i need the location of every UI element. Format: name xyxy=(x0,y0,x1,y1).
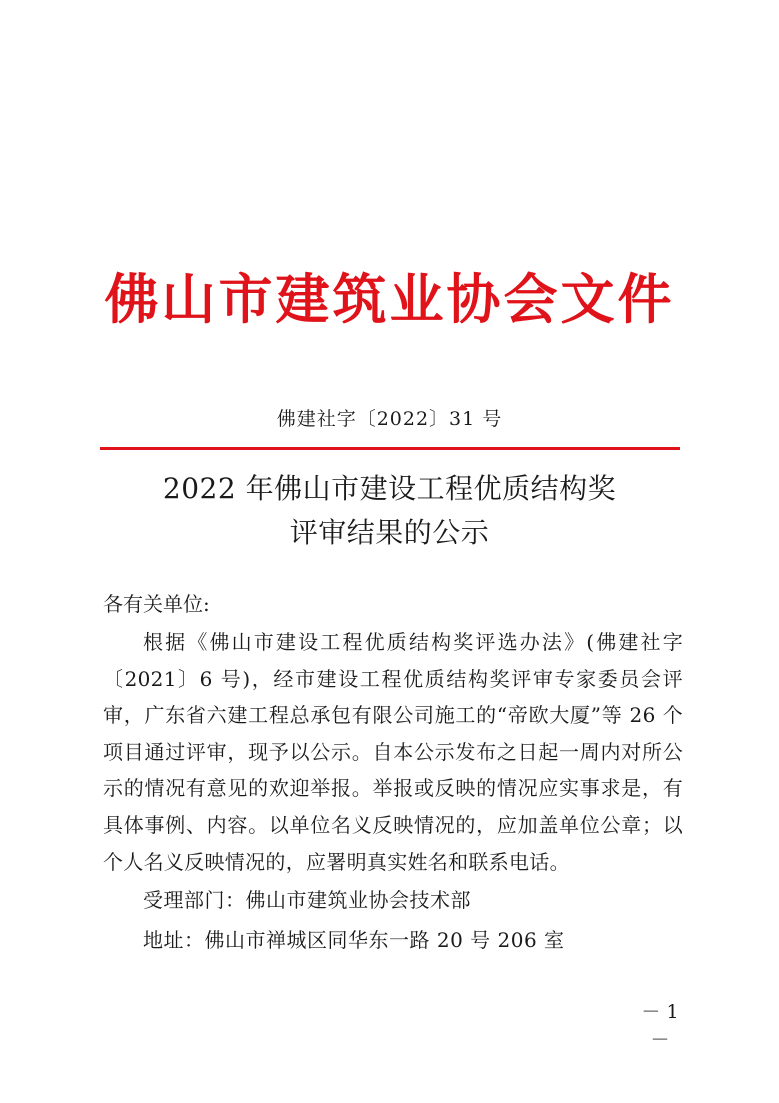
document-title-line-1: 2022 年佛山市建设工程优质结构奖 xyxy=(162,472,617,505)
contact-address: 地址：佛山市禅城区同华东一路 20 号 206 室 xyxy=(143,928,565,952)
document-title-line-2: 评审结果的公示 xyxy=(289,516,490,549)
page-number: － 1 － xyxy=(641,1001,679,1051)
contact-department: 受理部门：佛山市建筑业协会技术部 xyxy=(143,888,471,912)
red-divider-line xyxy=(100,447,680,450)
body-paragraph: 根据《佛山市建设工程优质结构奖评选办法》(佛建社字〔2021〕6 号)，经市建设工程优质结构奖评审专家委员会评审，广东省六建工程总承包有限公司施工的“帝欧大厦”等 26 个项目通过评审，现予以公示。自本公示发布之日起一周内对所公示的情况有意见的欢迎举报。举报或反映的情况应实事求是，有具体事例、内容。以单位名义反映情况的，应加盖单位公章；以个人名义反映情况的，应署明真实姓名和联系电话。 xyxy=(103,630,683,874)
document-number: 佛建社字〔2022〕31 号 xyxy=(276,408,503,430)
salutation: 各有关单位: xyxy=(103,592,210,616)
document-title xyxy=(0,467,779,555)
org-header-title: 佛山市建筑业协会文件 xyxy=(104,267,675,331)
